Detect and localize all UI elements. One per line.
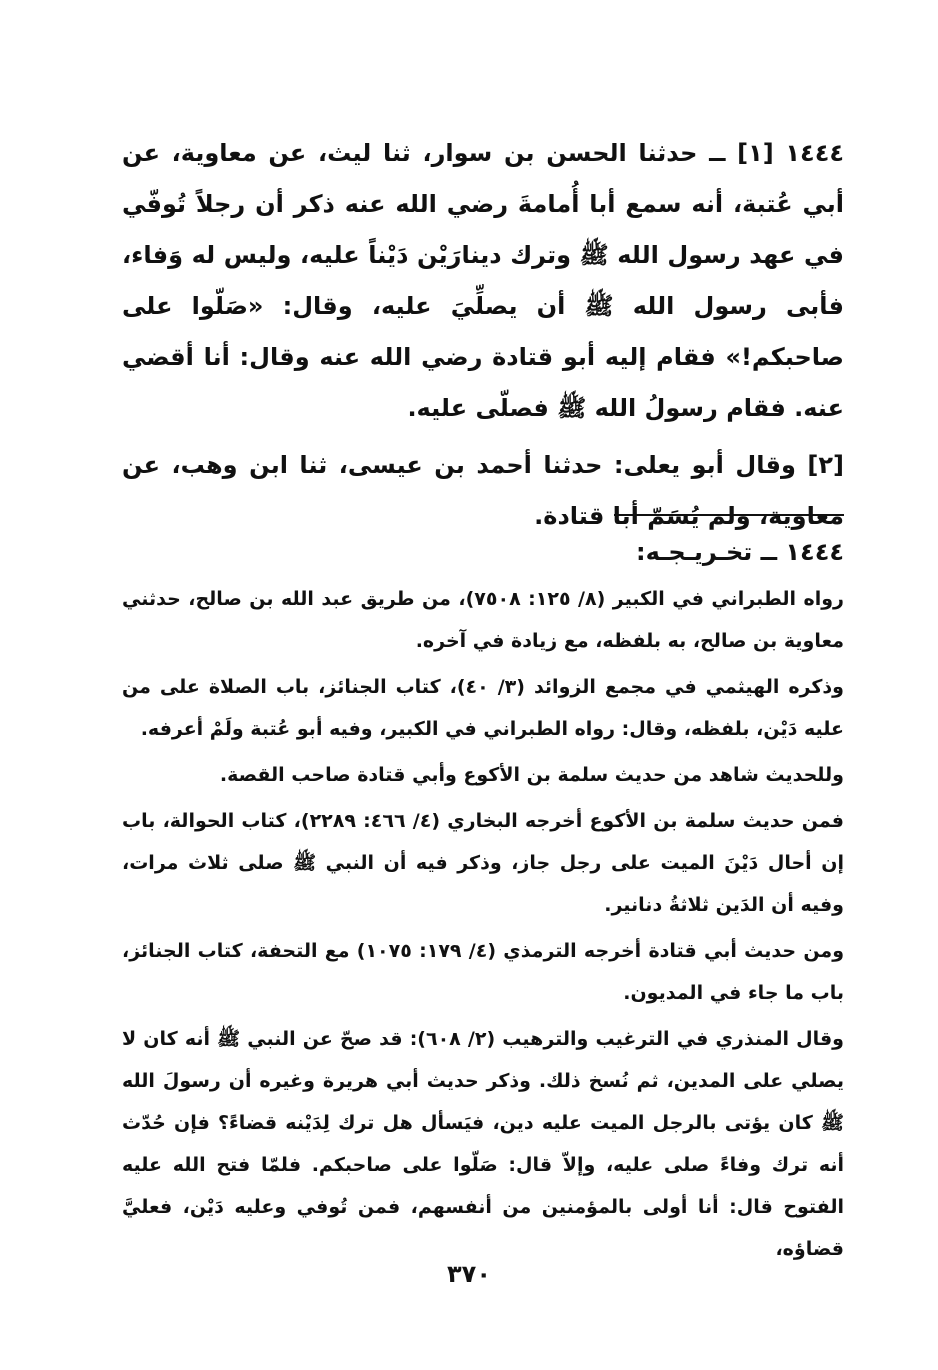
takhrij-paragraph-5: ومن حديث أبي قتادة أخرجه الترمذي (٤/ ١٧٩: ١٠٧٥) مع التحفة، كتاب الجنائز، باب ما جاء في المديون. <box>122 940 845 1004</box>
hadith-paragraph-2: [٢] وقال أبو يعلى: حدثنا أحمد بن عيسى، ثنا ابن وهب، عن معاوية، ولم يُسَمّ أبا قتادة. <box>122 451 844 530</box>
takhrij-heading: ١٤٤٤ ــ تخـريـجـه: <box>635 538 844 566</box>
takhrij-paragraph-2: وذكره الهيثمي في مجمع الزوائد (٣/ ٤٠)، كتاب الجنائز، باب الصلاة على من عليه دَيْن، بلفظه، وقال: رواه الطبراني في الكبير، وفيه أبو عُتبة ولَمْ أعرفه. <box>122 676 844 740</box>
takhrij-paragraph-4: فمن حديث سلمة بن الأكوع أخرجه البخاري (٤/ ٤٦٦: ٢٢٨٩)، كتاب الحوالة، باب إن أحال دَيْنَ الميت على رجل جاز، وذكر فيه أن النبي ﷺ صلى ثلاث مرات، وفيه أن الدَين ثلاثةُ دنانير. <box>122 810 845 916</box>
page-content <box>122 128 845 1260</box>
takhrij-paragraph-1: رواه الطبراني في الكبير (٨/ ١٢٥: ٧٥٠٨)، من طريق عبد الله بن صالح، حدثني معاوية بن صالح، به بلفظه، مع زيادة في آخره. <box>122 588 844 652</box>
takhrij-paragraph-6: وقال المنذري في الترغيب والترهيب (٢/ ٦٠٨): قد صحّ عن النبي ﷺ أنه كان لا يصلي على المدين، ثم نُسخ ذلك. وذكر حديث أبي هريرة وغيره أن رسولَ الله ﷺ كان يؤتى بالرجل الميت عليه دين، فيَسأل هل ترك لِدَيْنه قضاءً؟ فإن حُدّث أنه ترك وفاءً صلى عليه، وإلاّ قال: صَلّوا على صاحبكم. فلمّا فتح الله عليه الفتوح قال: أنا أولى بالمؤمنين من أنفسهم، فمن تُوفي وعليه دَيْن، فعليَّ قضاؤه، <box>122 1028 844 1260</box>
page-number: ٣٧٠ <box>447 1260 491 1288</box>
takhrij-paragraph-3: وللحديث شاهد من حديث سلمة بن الأكوع وأبي قتادة صاحب القصة. <box>219 764 844 786</box>
footnote-divider <box>614 514 844 516</box>
hadith-paragraph-1: ١٤٤٤ [١] ــ حدثنا الحسن بن سوار، ثنا ليث، عن معاوية، عن أبي عُتبة، أنه سمع أبا أُمامةَ رضي الله عنه ذكر أن رجلاً تُوفّي في عهد رسول الله ﷺ وترك دينارَيْن دَيْناً عليه، وليس له وَفاء، فأبى رسول الله ﷺ أن يصلِّيَ عليه، وقال: «صَلّوا على صاحبكم!» فقام إليه أبو قتادة رضي الله عنه وقال: أنا أقضي عنه. فقام رسولُ الله ﷺ فصلّى عليه. <box>122 139 844 422</box>
takhrij-body <box>122 578 844 1274</box>
